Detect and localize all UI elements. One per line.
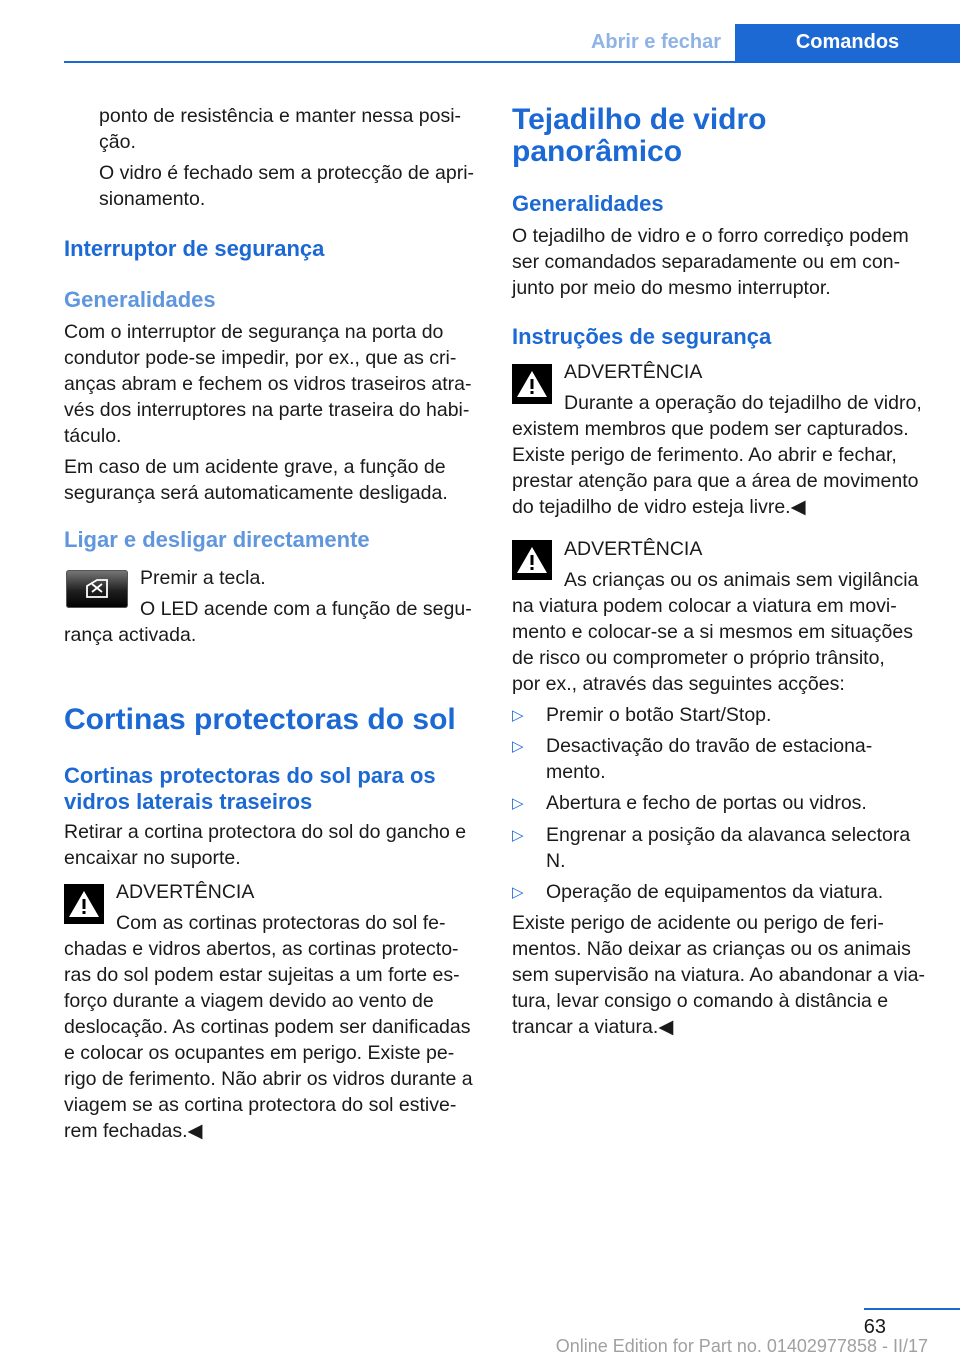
- triangle-bullet-icon: ▷: [512, 707, 524, 724]
- paragraph-line: prestar atenção para que a área de movimento: [512, 470, 919, 492]
- paragraph-line: tura, levar consigo o comando à distância e: [512, 990, 889, 1012]
- heading-line: vidros laterais traseiros: [64, 789, 313, 814]
- paragraph-line: junto por meio do mesmo interruptor.: [512, 277, 831, 299]
- paragraph-line: O LED acende com a função de segu‐: [140, 598, 472, 620]
- tab-comandos[interactable]: Comandos: [735, 24, 960, 61]
- heading-safety-instructions: Instruções de segurança: [512, 324, 772, 349]
- paragraph-line: mentos. Não deixar as crianças ou os animais: [512, 938, 911, 960]
- paragraph-line: existem membros que podem ser capturados.: [512, 418, 909, 440]
- heading-line: Tejadilho de vidro: [512, 103, 767, 136]
- paragraph-line: e colocar os ocupantes em perigo. Existe pe‐: [64, 1042, 455, 1064]
- triangle-bullet-icon: ▷: [512, 884, 524, 901]
- warning-icon: [512, 540, 552, 580]
- warning-icon: [512, 364, 552, 404]
- list-item: [512, 703, 928, 734]
- paragraph-line: segurança será automaticamente desligada.: [64, 482, 448, 504]
- page-number: 63: [863, 1316, 886, 1338]
- paragraph-line: anças abram e fechem os vidros traseiros atra‐: [64, 373, 472, 395]
- list-item-text: Premir o botão Start/Stop.: [546, 704, 772, 726]
- paragraph-line: Existe perigo de ferimento. Ao abrir e fechar,: [512, 444, 897, 466]
- paragraph-line: sem supervisão na viatura. Ao abandonar a via‐: [512, 964, 925, 986]
- paragraph-line: do tejadilho de vidro esteja livre.◀: [512, 496, 806, 518]
- paragraph-line: viagem se as cortina protectora do sol estive‐: [64, 1094, 457, 1116]
- bullet-list: [512, 703, 928, 911]
- list-item: [512, 791, 928, 823]
- list-item-text: Operação de equipamentos da viatura.: [546, 881, 884, 903]
- paragraph-line: trancar a viatura.◀: [512, 1016, 674, 1038]
- footer-edition: Online Edition for Part no. 01402977858 - II/17: [555, 1336, 928, 1356]
- paragraph-line: na viatura podem colocar a viatura em movi‐: [512, 595, 897, 617]
- triangle-bullet-icon: ▷: [512, 738, 524, 755]
- warning-title: ADVERTÊNCIA: [564, 538, 703, 560]
- tab-abrir-e-fechar[interactable]: Abrir e fechar: [590, 31, 722, 53]
- paragraph-line: Em caso de um acidente grave, a função de: [64, 456, 446, 478]
- paragraph-line: rem fechadas.◀: [64, 1120, 203, 1142]
- paragraph-line: As crianças ou os animais sem vigilância: [564, 569, 919, 591]
- paragraph-line: Durante a operação do tejadilho de vidro,: [564, 392, 922, 414]
- heading-glass-roof: [512, 104, 766, 168]
- heading-generalidades: Generalidades: [512, 191, 664, 216]
- list-item: [512, 734, 928, 791]
- list-item-text: N.: [546, 849, 566, 872]
- paragraph-line: O vidro é fechado sem a protecção de apri‐: [99, 162, 475, 184]
- paragraph-line: encaixar no suporte.: [64, 847, 241, 869]
- paragraph-line: rança activada.: [64, 624, 197, 646]
- list-item-text: mento.: [546, 760, 606, 783]
- paragraph-line: ser comandados separadamente ou em con‐: [512, 251, 901, 273]
- heading-line: Cortinas protectoras do sol para os: [64, 763, 436, 788]
- header-rule: [64, 61, 960, 63]
- heading-safety-switch: Interruptor de segurança: [64, 236, 325, 261]
- paragraph-line: táculo.: [64, 425, 122, 447]
- heading-generalidades: Generalidades: [64, 287, 216, 312]
- paragraph-line: ção.: [99, 131, 136, 153]
- paragraph-line: Com as cortinas protectoras do sol fe‐: [116, 912, 446, 934]
- triangle-bullet-icon: ▷: [512, 827, 524, 844]
- heading-sun-blinds: Cortinas protectoras do sol: [64, 703, 456, 736]
- warning-title: ADVERTÊNCIA: [564, 361, 703, 383]
- paragraph-line: chadas e vidros abertos, as cortinas protecto‐: [64, 938, 459, 960]
- paragraph-line: rigo de ferimento. Não abrir os vidros durante a: [64, 1068, 473, 1090]
- window-lock-button-icon: [66, 570, 128, 608]
- paragraph-line: sionamento.: [99, 188, 206, 210]
- paragraph-line: ras do sol podem estar sujeitas a um forte es‐: [64, 964, 460, 986]
- heading-line: panorâmico: [512, 135, 683, 168]
- paragraph-line: condutor pode-se impedir, por ex., que as cri‐: [64, 347, 457, 369]
- warning-icon: [64, 884, 104, 924]
- paragraph-line: por ex., através das seguintes acções:: [512, 673, 845, 695]
- list-item-text: Desactivação do travão de estaciona‐: [546, 735, 873, 757]
- paragraph-line: Retirar a cortina protectora do sol do gancho e: [64, 821, 467, 843]
- paragraph-line: Premir a tecla.: [140, 567, 266, 589]
- paragraph-line: ponto de resistência e manter nessa posi‐: [99, 105, 462, 127]
- heading-toggle-directly: Ligar e desligar directamente: [64, 527, 370, 552]
- paragraph-line: vés dos interruptores na parte traseira do habi‐: [64, 399, 470, 421]
- paragraph-line: O tejadilho de vidro e o forro corrediço podem: [512, 225, 909, 247]
- list-item: [512, 823, 928, 880]
- paragraph-line: deslocação. As cortinas podem ser danificadas: [64, 1016, 471, 1038]
- paragraph-line: mento e colocar-se a si mesmos em situações: [512, 621, 913, 643]
- paragraph-line: Existe perigo de acidente ou perigo de feri‐: [512, 912, 884, 934]
- list-item-text: Abertura e fecho de portas ou vidros.: [546, 792, 867, 814]
- paragraph-line: Com o interruptor de segurança na porta do: [64, 321, 444, 343]
- paragraph-line: forço durante a viagem devido ao vento de: [64, 990, 434, 1012]
- triangle-bullet-icon: ▷: [512, 795, 524, 812]
- footer-rule: [864, 1308, 960, 1310]
- heading-sun-blinds-sub: [64, 763, 436, 815]
- list-item-text: Engrenar a posição da alavanca selectora: [546, 824, 911, 846]
- warning-title: ADVERTÊNCIA: [116, 881, 255, 903]
- paragraph-line: de risco ou comprometer o próprio trânsito,: [512, 647, 885, 669]
- list-item: [512, 880, 928, 911]
